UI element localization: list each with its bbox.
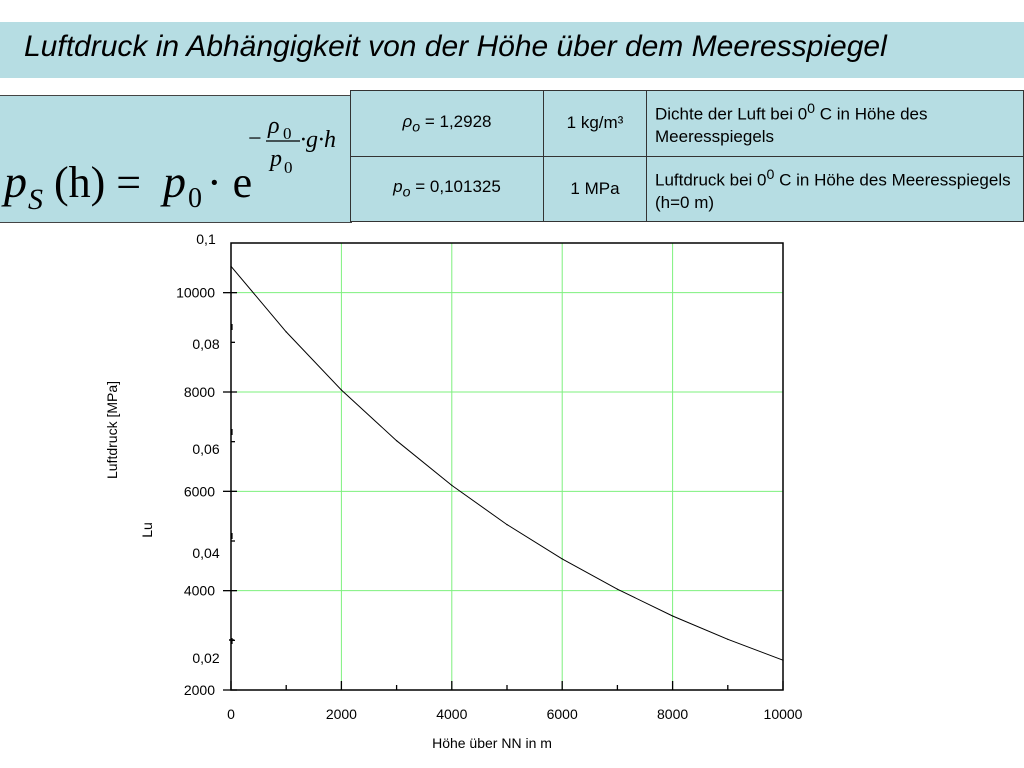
data-point <box>562 558 563 559</box>
formula-exp-p: p <box>270 146 282 172</box>
data-point <box>672 615 673 616</box>
pressure-desc-part2: C in Höhe des Meeresspiegels (h=0 m) <box>655 170 1011 212</box>
formula-box <box>0 95 352 223</box>
pressure-value: = 0,101325 <box>415 177 501 197</box>
formula-exp-rho: ρ <box>268 113 280 139</box>
density-symbol-cell <box>351 91 544 157</box>
y-overlay-tick-label: 0,04 <box>192 545 220 561</box>
pressure-unit: 1 MPa <box>544 156 647 222</box>
y-tick-label: 6000 <box>183 483 215 500</box>
pressure-symbol-cell <box>351 156 544 222</box>
formula-exp-minus: − <box>248 126 262 152</box>
density-unit: 1 kg/m³ <box>544 91 647 157</box>
density-value: = 1,2928 <box>424 111 492 131</box>
chart-grid <box>231 243 783 690</box>
formula-exp-p-sub: 0 <box>284 158 293 177</box>
formula-dot-e: · e <box>207 158 253 207</box>
x-tick-label: 0 <box>227 706 235 722</box>
constants-row-density <box>351 91 1024 157</box>
y-overlay-tick-label: 0,06 <box>192 441 220 457</box>
pressure-chart <box>0 225 1024 768</box>
data-point <box>727 639 728 640</box>
density-desc-part1: Dichte der Luft bei 0 <box>655 105 808 125</box>
chart-axes <box>223 243 783 690</box>
data-point <box>782 660 783 661</box>
density-symbol: ρ <box>402 111 413 131</box>
data-point <box>617 589 618 590</box>
density-description-cell <box>647 91 1024 157</box>
x-tick-label: 2000 <box>325 706 357 722</box>
data-point <box>506 524 507 525</box>
y-tick-label: 8000 <box>183 384 215 400</box>
formula-exp-rho-sub: 0 <box>283 124 292 143</box>
y-overlay-tick-label: 0,02 <box>192 650 220 666</box>
y-tick-label: 4000 <box>183 582 215 599</box>
y-overlay-tick-label: 0,08 <box>192 336 220 352</box>
title-bar <box>0 22 1024 78</box>
y-axis-label: Luftdruck [MPa] <box>104 380 120 480</box>
y-overlay-tick-label: 0,1 <box>196 231 216 247</box>
x-tick-label: 10000 <box>763 706 803 722</box>
data-point <box>451 485 452 486</box>
constants-table <box>350 90 1024 222</box>
y-tick-label: 2000 <box>183 682 215 698</box>
constants-row-pressure <box>351 156 1024 222</box>
pressure-formula <box>0 96 352 222</box>
density-desc-sup: 0 <box>807 101 816 118</box>
pressure-desc-part1: Luftdruck bei 0 <box>655 170 767 190</box>
pressure-desc-sup: 0 <box>766 166 775 183</box>
x-axis-label: Höhe über NN in m <box>432 735 552 751</box>
pressure-symbol: p <box>393 177 403 197</box>
y-axis-label-clipped: Lu <box>139 522 155 538</box>
plot-frame <box>231 243 783 690</box>
chart-series <box>230 266 783 661</box>
formula-p0: p <box>163 156 186 207</box>
pressure-curve <box>231 266 783 660</box>
formula-exp-rest: ·g·h <box>300 127 336 153</box>
formula-lhs-sub: S <box>28 183 43 216</box>
x-tick-label: 8000 <box>657 706 689 722</box>
density-desc-part2: C in Höhe des Meeresspiegels <box>655 105 928 147</box>
pressure-description-cell <box>647 156 1024 222</box>
formula-p0-sub: 0 <box>188 183 202 214</box>
pressure-subscript: o <box>402 184 411 201</box>
page-title: Luftdruck in Abhängigkeit von der Höhe über dem Meeresspiegel <box>24 30 887 63</box>
y-tick-label: 10000 <box>176 284 215 301</box>
density-subscript: o <box>412 118 421 135</box>
x-tick-label: 4000 <box>436 706 468 722</box>
data-point <box>341 389 342 390</box>
data-point <box>286 331 287 332</box>
data-point <box>230 266 231 267</box>
formula-lhs-p: p <box>4 156 27 207</box>
x-tick-label: 6000 <box>546 706 578 722</box>
data-point <box>396 440 397 441</box>
formula-lhs-arg: (h) = <box>54 158 142 207</box>
